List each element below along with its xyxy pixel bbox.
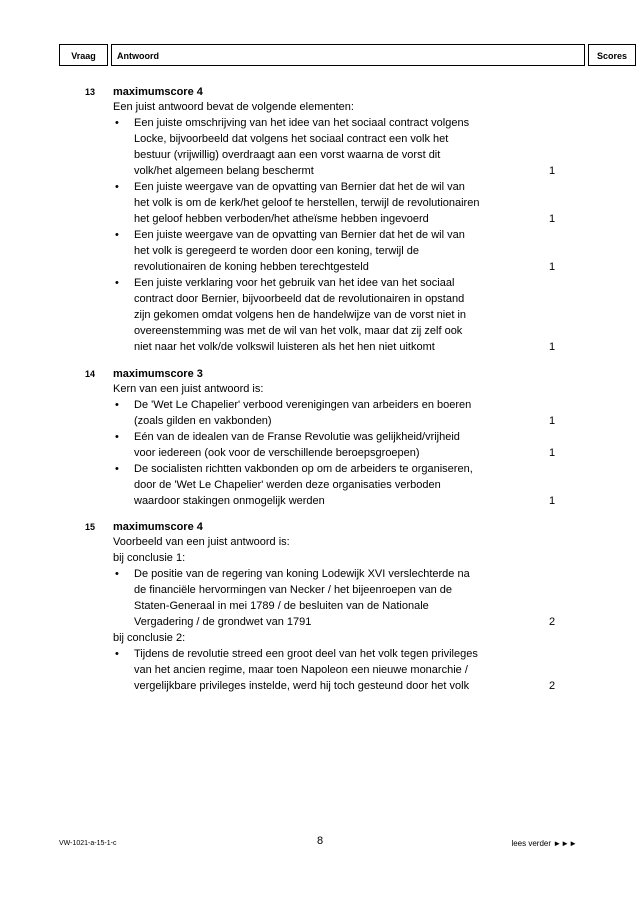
answer-line: bestuur (vrijwillig) overdraagt aan een vorst waarna de vorst dit — [134, 149, 441, 161]
item-score: 1 — [548, 415, 556, 427]
question-intro: Een juist antwoord bevat de volgende elementen: — [113, 101, 354, 113]
answer-line: waardoor stakingen onmogelijk werden — [134, 495, 325, 507]
header-antwoord: Antwoord — [111, 44, 585, 66]
answer-line: het volk is geregeerd te worden door een koning, terwijl de — [134, 245, 419, 257]
answer-line: het geloof hebben verboden/het atheïsme hebben ingevoerd — [134, 213, 429, 225]
answer-line: Een juiste omschrijving van het idee van het sociaal contract volgens — [134, 117, 470, 129]
item-score: 1 — [548, 261, 556, 273]
answer-line: Tijdens de revolutie streed een groot deel van het volk tegen privileges — [134, 648, 478, 660]
document-code: VW-1021-a-15-1-c — [59, 840, 117, 847]
question-maxscore: maximumscore 3 — [113, 368, 203, 380]
answer-line: Eén van de idealen van de Franse Revolutie was gelijkheid/vrijheid — [134, 431, 460, 443]
bullet-icon: • — [115, 463, 119, 475]
bullet-icon: • — [115, 431, 119, 443]
item-score: 1 — [548, 447, 556, 459]
item-score: 1 — [548, 341, 556, 353]
answer-line: De 'Wet Le Chapelier' verbood verenigingen van arbeiders en boeren — [134, 399, 472, 411]
answer-line: niet naar het volk/de volkswil luisteren als het hen niet uitkomt — [134, 341, 435, 353]
question-number: 15 — [85, 522, 96, 532]
answer-line: voor iedereen (ook voor de verschillende beroepsgroepen) — [134, 447, 420, 459]
bullet-icon: • — [115, 181, 119, 193]
item-score: 1 — [548, 213, 556, 225]
answer-line: Een juiste weergave van de opvatting van Bernier dat het de wil van — [134, 181, 465, 193]
answer-line: van het ancien regime, maar toen Napoleon een nieuwe monarchie / — [134, 664, 468, 676]
bullet-icon: • — [115, 277, 119, 289]
answer-line: Staten-Generaal in mei 1789 / de besluiten van de Nationale — [134, 600, 429, 612]
conclusion-label: bij conclusie 1: — [113, 552, 186, 564]
answer-line: door de 'Wet Le Chapelier' werden deze organisaties verboden — [134, 479, 441, 491]
item-score: 1 — [548, 495, 556, 507]
answer-line: volk/het algemeen belang beschermt — [134, 165, 314, 177]
header-scores: Scores — [588, 44, 636, 66]
bullet-icon: • — [115, 117, 119, 129]
answer-line: vergelijkbare privileges instelde, werd hij toch gesteund door het volk — [134, 680, 470, 692]
answer-line: Locke, bijvoorbeeld dat volgens het sociaal contract een volk het — [134, 133, 449, 145]
answer-line: het volk is om de kerk/het geloof te herstellen, terwijl de revolutionairen — [134, 197, 480, 209]
answer-line: De positie van de regering van koning Lodewijk XVI verslechterde na — [134, 568, 470, 580]
item-score: 2 — [548, 680, 556, 692]
question-intro: Voorbeeld van een juist antwoord is: — [113, 536, 290, 548]
question-maxscore: maximumscore 4 — [113, 521, 203, 533]
answer-line: de financiële hervormingen van Necker / het bijeenroepen van de — [134, 584, 452, 596]
page-number: 8 — [316, 835, 324, 847]
question-number: 14 — [85, 369, 96, 379]
bullet-icon: • — [115, 568, 119, 580]
bullet-icon: • — [115, 648, 119, 660]
question-intro: Kern van een juist antwoord is: — [113, 383, 264, 395]
answer-line: De socialisten richtten vakbonden op om de arbeiders te organiseren, — [134, 463, 473, 475]
answer-line: revolutionairen de koning hebben terechtgesteld — [134, 261, 369, 273]
conclusion-label: bij conclusie 2: — [113, 632, 186, 644]
bullet-icon: • — [115, 229, 119, 241]
question-number: 13 — [85, 87, 96, 97]
answer-line: zijn gekomen omdat volgens hen de handelwijze van de vorst niet in — [134, 309, 467, 321]
item-score: 2 — [548, 616, 556, 628]
continue-note: lees verder ►►► — [511, 839, 577, 848]
answer-line: overeenstemming was met de wil van het volk, maar dat zij zelf ook — [134, 325, 463, 337]
item-score: 1 — [548, 165, 556, 177]
answer-line: Een juiste weergave van de opvatting van Bernier dat het de wil van — [134, 229, 465, 241]
answer-line: Vergadering / de grondwet van 1791 — [134, 616, 312, 628]
answer-line: Een juiste verklaring voor het gebruik van het idee van het sociaal — [134, 277, 455, 289]
bullet-icon: • — [115, 399, 119, 411]
question-maxscore: maximumscore 4 — [113, 86, 203, 98]
answer-line: (zoals gilden en vakbonden) — [134, 415, 272, 427]
answer-line: contract door Bernier, bijvoorbeeld dat de revolutionairen in opstand — [134, 293, 465, 305]
header-vraag: Vraag — [59, 44, 108, 66]
